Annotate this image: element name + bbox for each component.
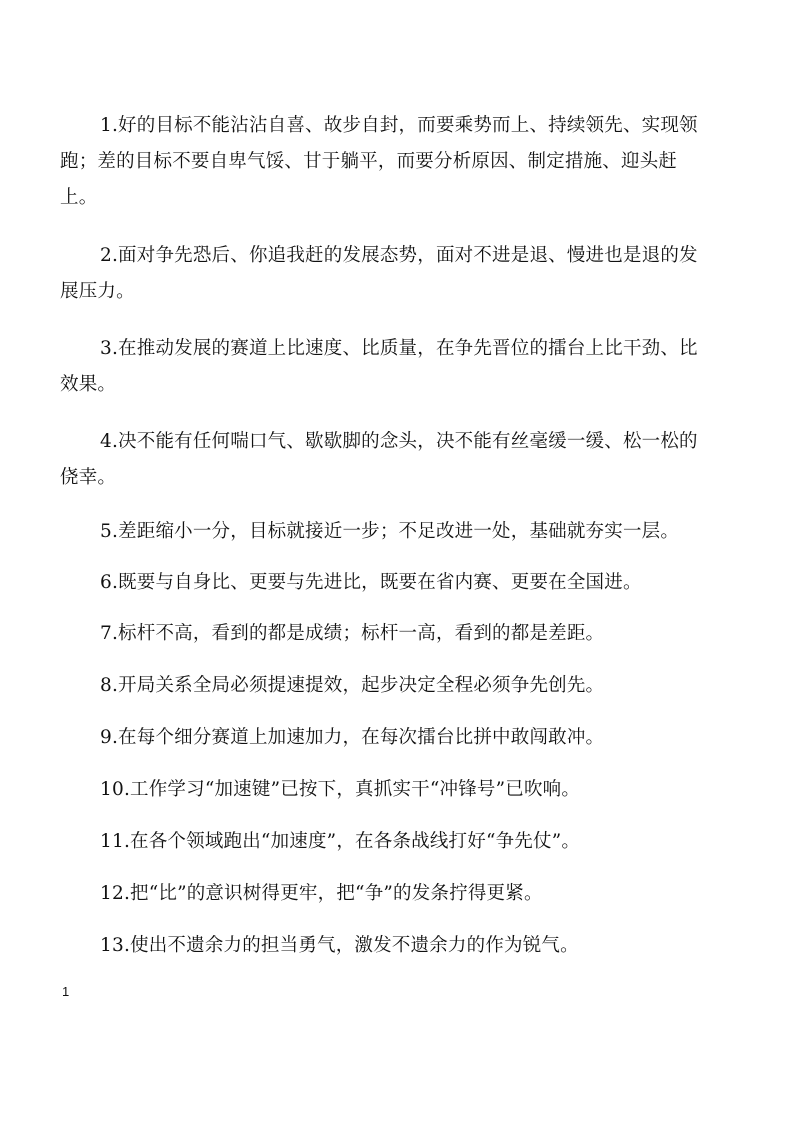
page-number: 1 xyxy=(62,984,70,999)
paragraph-7: 7.标杆不高，看到的都是成绩；标杆一高，看到的都是差距。 xyxy=(100,623,605,644)
paragraph-5: 5.差距缩小一分，目标就接近一步；不足改进一处，基础就夯实一层。 xyxy=(100,521,680,542)
paragraph-13: 13.使出不遗余力的担当勇气，激发不遗余力的作为锐气。 xyxy=(100,935,579,956)
paragraph-11: 11.在各个领域跑出“加速度”，在各条战线打好“争先仗”。 xyxy=(100,831,581,852)
paragraph-1: 1.好的目标不能沾沾自喜、故步自封，而要乘势而上、持续领先、实现领跑；差的目标不要自卑气馁、甘于躺平，而要分析原因、制定措施、迎头赶上。 xyxy=(60,115,698,208)
paragraph-8: 8.开局关系全局必须提速提效，起步决定全程必须争先创先。 xyxy=(100,675,605,696)
paragraph-6: 6.既要与自身比、更要与先进比，既要在省内赛、更要在全国进。 xyxy=(100,572,642,593)
paragraph-3: 3.在推动发展的赛道上比速度、比质量，在争先晋位的擂台上比干劲、比效果。 xyxy=(60,338,698,395)
paragraph-9: 9.在每个细分赛道上加速加力，在每次擂台比拼中敢闯敢冲。 xyxy=(100,727,605,748)
paragraph-12: 12.把“比”的意识树得更牢，把“争”的发条拧得更紧。 xyxy=(100,883,543,904)
paragraph-2: 2.面对争先恐后、你追我赶的发展态势，面对不进是退、慢进也是退的发展压力。 xyxy=(60,245,698,302)
paragraph-10: 10.工作学习“加速键”已按下，真抓实干“冲锋号”已吹响。 xyxy=(100,779,581,800)
paragraph-4: 4.决不能有任何喘口气、歇歇脚的念头，决不能有丝毫缓一缓、松一松的侥幸。 xyxy=(60,431,698,488)
